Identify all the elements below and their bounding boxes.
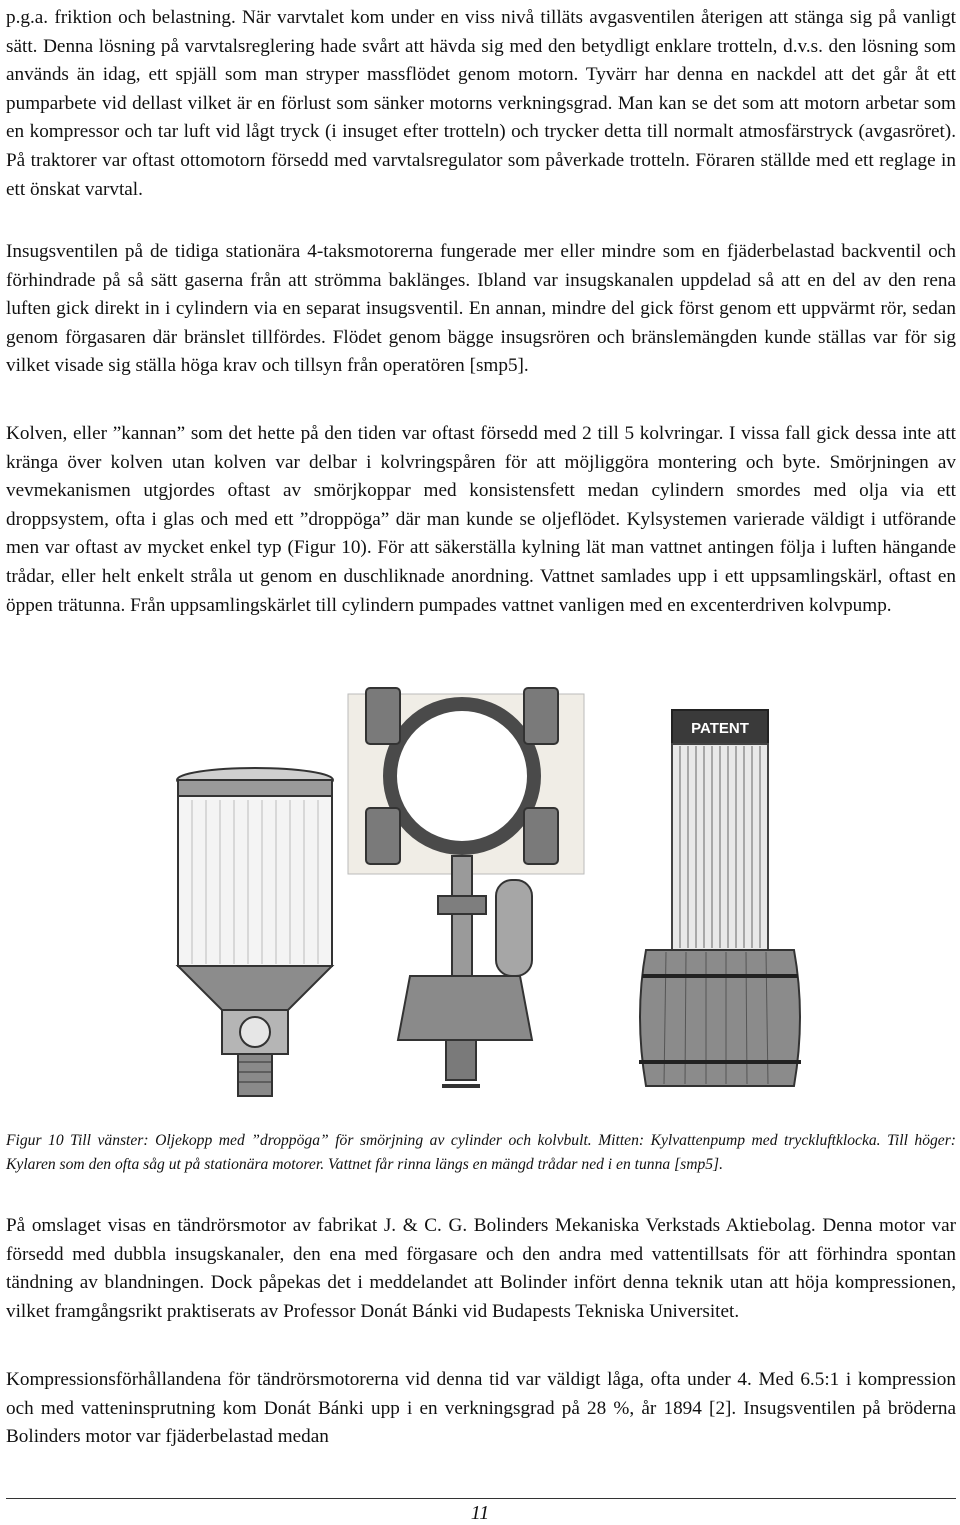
patent-label: PATENT [691, 720, 749, 737]
figure-10 [170, 680, 960, 1110]
oil-cup-illustration [177, 768, 333, 1096]
cooler-barrel-illustration [639, 710, 801, 1086]
paragraph-piston-cooling: Kolven, eller ”kannan” som det hette på den tiden var oftast försedd med 2 till 5 kolvringar. I vissa fall gick dessa inte att kränga över kolven utan kolven var delbar i kolvringspåren för att möjliggöra montering och byte. Smörjningen av vevmekanismen utgjordes oftast av smörjkoppar med konsistensfett medan cylindern smordes med olja via ett droppsystem, ofta i glas och med ett ”droppöga” där man kunde se oljeflödet. Kylsystemen varierade väldigt i utförande men var oftast av mycket enkel typ (Figur 10). För att säkerställa kylning lät man vattnet antingen följa i luften hängande trådar, eller helt enkelt stråla ut genom en duschliknade anordning. Vattnet samlades upp i ett uppsamlingskärl, oftast en öppen trätunna. Från uppsamlingskärlet till cylindern pumpades vattnet vanligen med en excenterdriven kolvpump. [6, 423, 956, 616]
figure-illustrations [170, 680, 960, 1110]
paragraph-speed-regulation: p.g.a. friktion och belastning. När varvtalet kom under en viss nivå tilläts avgasventilen återigen att stänga sig på vanligt sätt. Denna lösning på varvtalsreglering hade svårt att hävda sig med den betydligt enklare trotteln, d.v.s. den lösning som används än idag, ett spjäll som man stryper massflödet genom motorn. Tyvärr har denna en nackdel att det går åt ett pumparbete vid dellast vilket är en förlust som sänker motorns verkningsgrad. Man kan se det som att motorn arbetar som en kompressor och tar luft vid lågt tryck (i insuget efter trotteln) och trycker detta till normalt atmosfärstryck (avgasröret). På traktorer var oftast ottomotorn försedd med varvtalsregulator som påverkade trotteln. Föraren ställde med ett reglage in ett önskat varvtal. [6, 7, 956, 200]
footer-rule [6, 1498, 956, 1499]
paragraph-compression: Kompressionsförhållandena för tändrörsmotorerna vid denna tid var väldigt låga, ofta under 4. Med 6.5:1 i kompression och med vatteninsprutning kom Donát Bánki upp i en verkningsgrad på 28 %, år 1894 [2]. Insugsventilen på bröderna Bolinders motor var fjäderbelastad medan [6, 1369, 956, 1448]
paragraph-intake-valve: Insugsventilen på de tidiga stationära 4-taksmotorerna fungerade mer eller mindre som en fjäderbelastad backventil och förhindrade på så sätt gaserna från att strömma baklänges. Ibland var insugskanalen uppdelad så att en del av den rena luften gick direkt in i cylindern via en separat insugsventil. En annan, mindre del gick först genom ett uppvärmt rör, sedan genom förgasaren där bränslet tillfördes. Flödet genom bägge insugsrören och bränslemängden kunde ställas var för sig vilket visade sig ställa höga krav och tillsyn från operatören [smp5]. [6, 241, 956, 377]
page-number: 11 [470, 1502, 490, 1524]
cooling-pump-illustration [348, 688, 584, 1086]
figure-caption: Figur 10 Till vänster: Oljekopp med ”droppöga” för smörjning av cylinder och kolvbult. Mitten: Kylvattenpump med tryckluftklocka. Till höger: Kylaren som den ofta såg ut på stationära motorer. Vattnet får rinna längs en mängd trådar ned i en tunna [smp5]. [6, 1132, 956, 1173]
paragraph-bolinders: På omslaget visas en tändrörsmotor av fabrikat J. & C. G. Bolinders Mekaniska Verkstads Aktiebolag. Denna motor var försedd med dubbla insugskanaler, den ena med förgasare och den andra med vattentillsats för att förhindra spontan tändning av blandningen. Dock påpekas det i meddelandet att Bolinder infört denna teknik utan att höja kompressionen, vilket framgångsrikt praktiserats av Professor Donát Bánki vid Budapests Tekniska Universitet. [6, 1215, 956, 1322]
